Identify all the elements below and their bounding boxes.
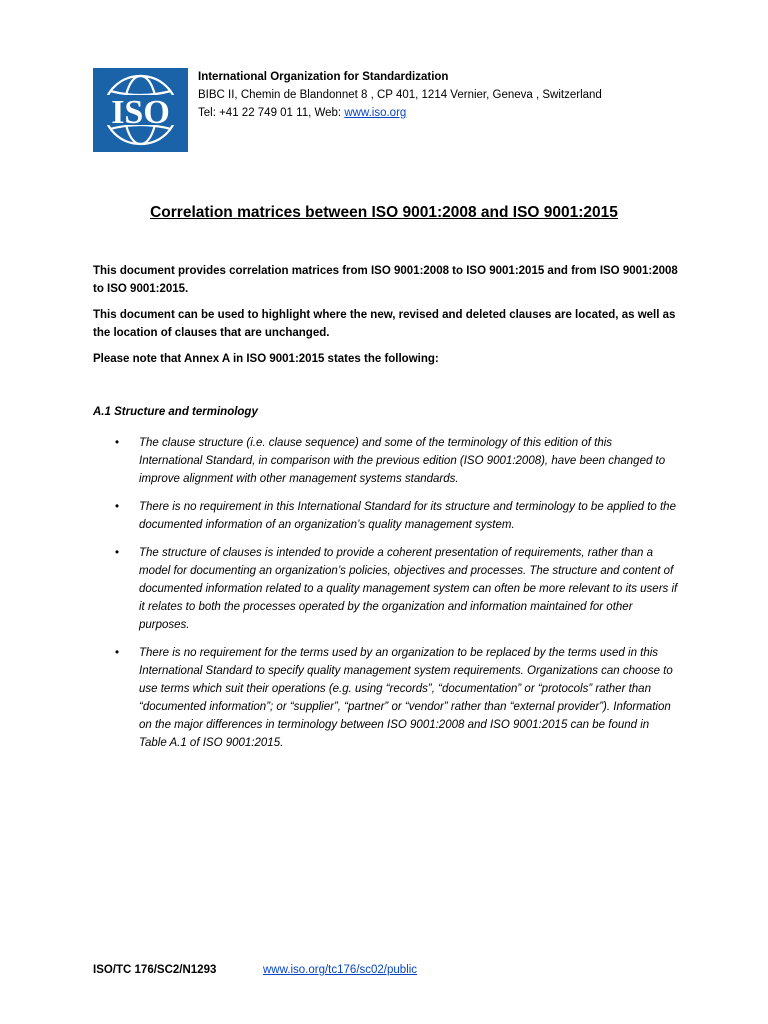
list-item: [93, 544, 678, 634]
logo-text: ISO: [111, 94, 170, 131]
annex-bullet-list: [93, 434, 678, 762]
annex-heading: A.1 Structure and terminology: [93, 406, 258, 418]
org-name: International Organization for Standardization: [198, 71, 449, 83]
org-contact: [198, 104, 602, 122]
bullet-icon: •: [115, 437, 120, 449]
iso-globe-icon: [93, 68, 188, 152]
intro-paragraph-2: This document can be used to highlight where the new, revised and deleted clauses are located, as well as the location of clauses that are unchanged.: [93, 309, 676, 339]
list-item: [93, 644, 678, 752]
iso-logo: [93, 68, 188, 152]
org-info: [198, 68, 602, 122]
org-address: BIBC II, Chemin de Blandonnet 8 , CP 401, 1214 Vernier, Geneva , Switzerland: [198, 89, 602, 101]
footer-link[interactable]: www.iso.org/tc176/sc02/public: [263, 964, 418, 976]
list-item: [93, 498, 678, 534]
website-link[interactable]: www.iso.org: [344, 107, 407, 119]
contact-prefix: Tel: +41 22 749 01 11, Web:: [198, 107, 345, 119]
bullet-icon: •: [115, 501, 120, 513]
footer-document-id: ISO/TC 176/SC2/N1293: [93, 964, 217, 976]
intro-paragraph-1: This document provides correlation matrices from ISO 9001:2008 to ISO 9001:2015 and from ISO 9001:2008 to ISO 9001:2015.: [93, 265, 678, 295]
bullet-text: There is no requirement for the terms used by an organization to be replaced by the terms used in this International Standard to specify quality management system requirements. Organizations can choose to use terms which suit their operations (e.g. using “records”, “documentation” or “protocols” rather than “documented information”; or “supplier”, “partner” or “vendor” rather than “external provider”). Information on the major differences in terminology between ISO 9001:2008 and ISO 9001:2015 can be found in Table A.1 of ISO 9001:2015.: [139, 647, 673, 749]
bullet-text: There is no requirement in this International Standard for its structure and terminology to be applied to the documented information of an organization’s quality management system.: [139, 501, 676, 531]
bullet-text: The clause structure (i.e. clause sequence) and some of the terminology of this edition of this International Standard, in comparison with the previous edition (ISO 9001:2008), have been changed to improve alignment with other management systems standards.: [139, 437, 666, 485]
bullet-icon: •: [115, 547, 120, 559]
intro-paragraph-3: Please note that Annex A in ISO 9001:2015 states the following:: [93, 353, 439, 365]
list-item: [93, 434, 678, 488]
bullet-text: The structure of clauses is intended to provide a coherent presentation of requirements, rather than a model for documenting an organization’s policies, objectives and processes. The structure and content of documented information related to a quality management system can often be more relevant to its users if it relates to both the processes operated by the organization and information maintained for other purposes.: [139, 547, 678, 631]
bullet-icon: •: [115, 647, 120, 659]
page-title: Correlation matrices between ISO 9001:2008 and ISO 9001:2015: [150, 204, 618, 221]
